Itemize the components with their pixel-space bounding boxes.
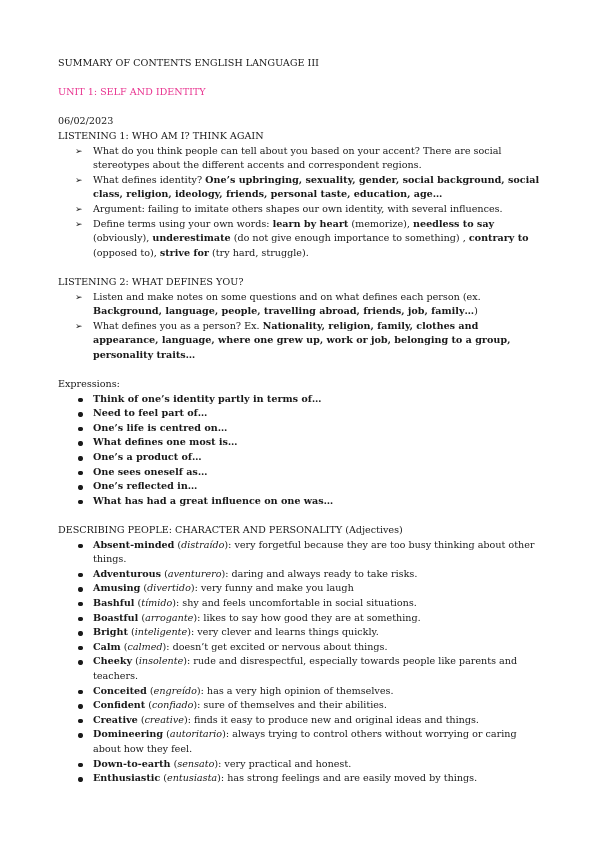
bullet-icon [78,485,83,490]
adjective-item: Boastful (arrogante): likes to say how good they are at something. [58,612,540,627]
bullet-icon [78,602,83,607]
adjective-word: Domineering [93,729,164,741]
adjective-definition: : very clever and learns things quickly. [190,627,379,639]
adjective-definition: : always trying to control others without worrying or caring about how they feel. [93,729,517,755]
adjective-definition: : likes to say how good they are at something. [197,612,421,624]
adjective-item: Amusing (divertido): very funny and make you laugh [58,582,540,597]
bullet-icon [78,646,83,651]
list-item: ➢ Define terms using your own words: learn by heart (memorize), needless to say (obviously), underestimate (do not give enough importance to something) , contrary to (opposed to), strive for (try hard, struggle). [75,218,529,259]
adjective-translation: engreído [153,685,197,697]
adjective-item: Cheeky (insolente): rude and disrespectful, especially towards people like parents and teachers. [58,655,540,684]
adjective-item: Adventurous (aventurero): daring and always ready to take risks. [58,568,540,583]
adjective-translation: divertido [147,583,191,595]
adjective-word: Creative [93,714,138,726]
adjective-word: Confident [93,700,146,712]
adjective-word: Enthusiastic [93,773,161,785]
adjective-translation: inteligente [134,627,188,639]
adjective-item: Down-to-earth (sensato): very practical and honest. [58,758,540,773]
bullet-icon [78,719,83,724]
arrow-bullet-icon: ➢ [75,321,83,332]
adjective-definition: : has strong feelings and are easily moved by things. [220,773,478,785]
adjective-definition: : daring and always ready to take risks. [225,568,418,580]
list-item: One sees oneself as… [58,466,540,481]
adjective-word: Conceited [93,685,147,697]
bullet-icon [78,441,83,446]
adjective-definition: : very practical and honest. [218,758,352,770]
bullet-icon [78,631,83,636]
expressions-section [58,378,540,509]
bullet-icon [78,733,83,738]
listening1-list [58,145,540,262]
listening2-section [58,276,540,364]
arrow-bullet-icon: ➢ [75,146,83,157]
adjective-word: Absent-minded [93,539,175,551]
adjective-translation: tímido [141,597,173,609]
adjective-translation: distraído [181,539,225,551]
date: 06/02/2023 [58,116,114,128]
adjective-definition: : doesn’t get excited or nervous about things. [166,641,388,653]
list-item: One’s life is centred on… [58,422,540,437]
adjective-translation: autoritario [169,729,223,741]
describing-section [58,524,540,787]
list-item: What defines one most is… [58,436,540,451]
arrow-bullet-icon: ➢ [75,204,83,215]
adjective-definition: : sure of themselves and their abilities. [197,700,387,712]
adjective-item: Bright (inteligente): very clever and learns things quickly. [58,626,540,641]
bullet-icon [78,660,83,665]
expressions-list [58,393,540,510]
adjective-definition: : has a very high opinion of themselves. [200,685,394,697]
adjective-word: Cheeky [93,656,133,668]
bullet-icon [78,573,83,578]
bullet-icon [78,763,83,768]
unit-title: UNIT 1: SELF AND IDENTITY [58,87,206,99]
adjective-translation: arrogante [145,612,194,624]
listening1-section [58,130,540,261]
describing-heading: DESCRIBING PEOPLE: CHARACTER AND PERSONALITY (Adjectives) [58,525,403,536]
bullet-icon [78,398,83,403]
list-item: ➢ Listen and make notes on some questions and on what defines each person (ex. Background, language, people, travelling abroad, friends, job, family…) [75,291,481,318]
adjective-word: Bashful [93,597,135,609]
adjective-item: Absent-minded (distraído): very forgetful because they are too busy thinking about other things. [58,539,540,568]
bullet-icon [78,456,83,461]
list-item: Think of one’s identity partly in terms of… [58,393,540,408]
adjective-translation: aventurero [167,568,222,580]
adjective-item: Domineering (autoritario): always trying to control others without worrying or caring about how they feel. [58,728,540,757]
adjective-item: Creative (creative): finds it easy to produce new and original ideas and things. [58,714,540,729]
adjective-translation: entusiasta [167,773,218,785]
adjective-translation: creative [144,714,184,726]
arrow-bullet-icon: ➢ [75,219,83,230]
bullet-icon [78,690,83,695]
adjective-item: Calm (calmed): doesn’t get excited or nervous about things. [58,641,540,656]
list-item: ➢ What do you think people can tell about you based on your accent? There are social stereotypes about the different accents and correspondent regions. [75,145,502,172]
adjective-item: Confident (confiado): sure of themselves and their abilities. [58,699,540,714]
list-item: ➢ What defines identity? One’s upbringing, sexuality, gender, social background, social class, religion, ideology, friends, personal taste, education, age… [75,174,540,201]
adjective-translation: insolente [138,656,184,668]
bullet-icon [78,777,83,782]
adjective-definition: : rude and disrespectful, especially towards people like parents and teachers. [93,656,518,682]
listening2-heading: LISTENING 2: WHAT DEFINES YOU? [58,276,244,288]
adjective-item: Bashful (tímido): shy and feels uncomfortable in social situations. [58,597,540,612]
doc-title: SUMMARY OF CONTENTS ENGLISH LANGUAGE III [58,58,319,69]
adjective-definition: : very funny and make you laugh [194,583,354,595]
bullet-icon [78,704,83,709]
adjective-translation: sensato [177,758,215,770]
adjective-word: Boastful [93,612,139,624]
list-item: One’s a product of… [58,451,540,466]
listening2-list [58,291,540,364]
list-item: Need to feel part of… [58,407,540,422]
bullet-icon [78,617,83,622]
adjective-definition: : very forgetful because they are too busy thinking about other things. [93,539,535,566]
list-item: One’s reflected in… [58,480,540,495]
adjective-item: Conceited (engreído): has a very high opinion of themselves. [58,685,540,700]
list-item: ➢ What defines you as a person? Ex. Nationality, religion, family, clothes and appearance, language, where one grew up, work or job, belonging to a group, personality traits… [75,320,511,361]
adjective-definition: : finds it easy to produce new and original ideas and things. [187,714,479,726]
listening1-heading: LISTENING 1: WHO AM I? THINK AGAIN [58,130,264,142]
adjective-word: Bright [93,627,128,639]
list-item: What has had a great influence on one was… [58,495,540,510]
adjective-word: Down-to-earth [93,758,171,770]
bullet-icon [78,412,83,417]
adjective-definition: : shy and feels uncomfortable in social situations. [176,597,417,609]
arrow-bullet-icon: ➢ [75,175,83,186]
bullet-icon [78,471,83,476]
list-item: ➢ Argument: failing to imitate others shapes our own identity, with several influences. [58,203,540,218]
adjective-word: Calm [93,641,121,653]
bullet-icon [78,587,83,592]
adjective-item: Enthusiastic (entusiasta): has strong feelings and are easily moved by things. [58,772,540,787]
bullet-icon [78,500,83,505]
adjectives-list [58,539,540,787]
adjective-word: Adventurous [93,568,162,580]
adjective-translation: confiado [152,700,194,712]
adjective-word: Amusing [93,583,141,595]
adjective-translation: calmed [127,641,163,653]
arrow-bullet-icon: ➢ [75,292,83,303]
bullet-icon [78,427,83,432]
bullet-icon [78,544,83,549]
expressions-heading: Expressions: [58,379,120,391]
